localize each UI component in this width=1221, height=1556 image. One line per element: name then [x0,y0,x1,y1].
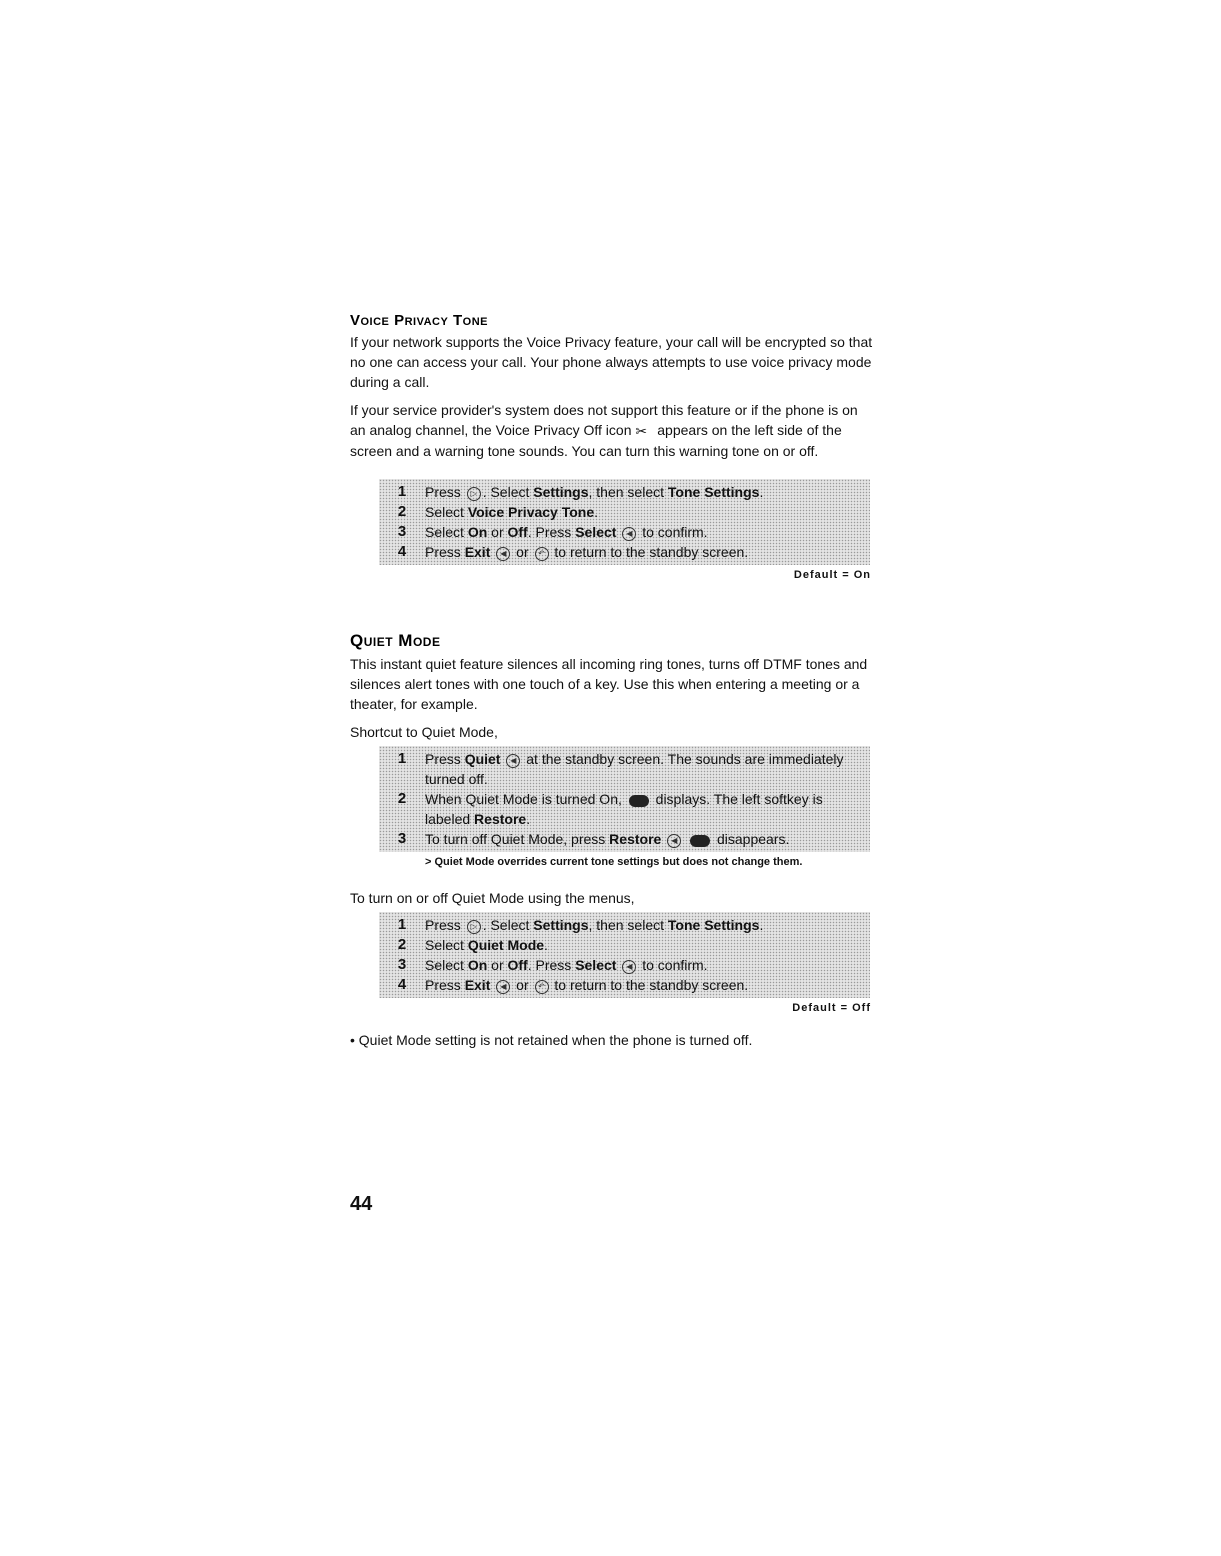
step-bold-term: Select [575,957,617,974]
step-text [425,975,870,995]
step-number: 4 [397,543,407,561]
quiet-mode-shortcut-intro: Shortcut to Quiet Mode, [350,724,498,741]
quiet-mode-note: > Quiet Mode overrides current tone settings but does not change them. [425,856,803,869]
quiet-mode-bullet-note: • Quiet Mode setting is not retained when the phone is turned off. [350,1032,753,1049]
step-row [379,502,870,522]
end-key-icon: ↶ [535,980,549,994]
step-number: 3 [397,956,407,974]
step-text [425,955,870,975]
voice-privacy-steps [379,479,870,565]
quiet-mode-heading: Quiet Mode [350,631,441,651]
step-text-part: Press [425,484,461,501]
step-text-part: displays. The left softkey is labeled [425,791,823,828]
step-row [379,542,870,562]
step-text-part: . Select [482,917,530,934]
step-text-part: or [491,524,504,541]
step-text [425,749,870,789]
step-text-part: . [544,937,548,954]
step-row [379,749,870,789]
step-bold-term: On [467,524,488,541]
voice-privacy-heading: Voice Privacy Tone [350,312,488,329]
step-bold-term: Select [575,524,617,541]
step-row [379,955,870,975]
quiet-mode-menus-intro: To turn on or off Quiet Mode using the menus, [350,890,635,907]
menu-key-icon: ▷ [467,920,481,934]
step-text [425,542,870,562]
step-text-part: , then select [588,484,665,501]
step-text-part: . Select [482,484,530,501]
step-bold-term: Off [507,524,528,541]
step-bold-term: Settings [533,917,589,934]
step-text [425,789,870,829]
step-text-part: Select [425,504,464,521]
softkey-icon: ◀ [496,980,510,994]
step-row [379,789,870,829]
step-text-part: or [491,957,504,974]
step-number: 2 [397,503,407,521]
step-text [425,935,870,955]
step-text-part: Press [425,544,461,561]
step-bold-term: Restore [474,811,527,828]
step-bold-term: Settings [533,484,589,501]
quiet-mode-icon [690,835,710,847]
voice-privacy-description [350,400,875,461]
voice-privacy-default: Default = On [793,569,871,582]
step-row [379,522,870,542]
step-number: 2 [397,790,407,808]
step-text-part: at the standby screen. The sounds are immediately turned off. [425,751,844,788]
step-bold-term: Exit [464,977,491,994]
step-text-part: Select [425,937,464,954]
step-bold-term: Restore [609,831,662,848]
step-text-part: Select [425,957,464,974]
page-number: 44 [350,1193,373,1215]
softkey-icon: ◀ [667,834,681,848]
step-text-part: to return to the standby screen. [554,977,749,994]
end-key-icon: ↶ [535,547,549,561]
softkey-icon: ◀ [622,527,636,541]
step-text-part: or [516,544,529,561]
step-bold-term: Off [507,957,528,974]
softkey-icon: ◀ [622,960,636,974]
step-text-part: Press [425,917,461,934]
step-number: 1 [397,750,407,768]
manual-page [350,312,875,1050]
step-text-part: . [759,917,764,934]
quiet-mode-menu-steps [379,912,870,998]
step-text-part: Press [425,977,461,994]
voice-privacy-desc-part1: If your service provider's system does not support this feature or if the phone is on an analog channel, the Voice Privacy Off icon [350,402,858,438]
voice-privacy-intro: If your network supports the Voice Privacy feature, your call will be encrypted so that no one can access your call. Your phone always attempts to use voice privacy mode during a call. [350,334,873,390]
step-text-part: or [516,977,529,994]
menu-key-icon: ▷ [467,487,481,501]
step-bold-term: Exit [464,544,491,561]
step-text-part: , then select [588,917,665,934]
step-text [425,502,870,522]
step-text-part: to confirm. [642,524,708,541]
step-bold-term: On [467,957,488,974]
step-number: 2 [397,936,407,954]
step-row [379,829,870,849]
step-text-part: . [526,811,531,828]
step-text-part: . [594,504,599,521]
step-text-part: Select [425,524,464,541]
step-text-part: . Press [527,524,572,541]
step-text-part: Press [425,751,461,768]
step-bold-term: Quiet [464,751,501,768]
step-bold-term: Voice Privacy Tone [467,504,595,521]
step-row [379,482,870,502]
step-number: 4 [397,976,407,994]
step-number: 3 [397,830,407,848]
step-text [425,482,870,502]
quiet-mode-icon [629,795,649,807]
step-number: 3 [397,523,407,541]
step-number: 1 [397,483,407,501]
step-text-part: To turn off Quiet Mode, press [425,831,606,848]
quiet-mode-shortcut-steps [379,746,870,852]
step-text-part: disappears. [716,831,790,848]
step-text-part: to return to the standby screen. [554,544,749,561]
step-text [425,522,870,542]
step-text [425,915,870,935]
step-text-part: . [759,484,764,501]
step-text-part: When Quiet Mode is turned On, [425,791,622,808]
voice-privacy-desc-part2: appears on the left side of the screen and a warning tone sounds. You can turn this warning tone on or off. [350,422,842,460]
quiet-mode-default: Default = Off [792,1002,871,1015]
step-bold-term: Tone Settings [667,484,760,501]
step-text-part: . Press [527,957,572,974]
softkey-icon: ◀ [496,547,510,561]
step-row [379,935,870,955]
note-text: Quiet Mode overrides current tone settings but does not change them. [434,856,803,869]
softkey-icon: ◀ [506,754,520,768]
step-bold-term: Quiet Mode [467,937,545,954]
step-row [379,915,870,935]
step-text-part: to confirm. [642,957,708,974]
step-text [425,829,870,849]
voice-privacy-off-icon: ✂ [635,423,648,440]
step-bold-term: Tone Settings [667,917,760,934]
step-row [379,975,870,995]
quiet-mode-intro: This instant quiet feature silences all incoming ring tones, turns off DTMF tones and silences alert tones with one touch of a key. Use this when entering a meeting or a theater, for example. [350,656,868,713]
step-number: 1 [397,916,407,934]
